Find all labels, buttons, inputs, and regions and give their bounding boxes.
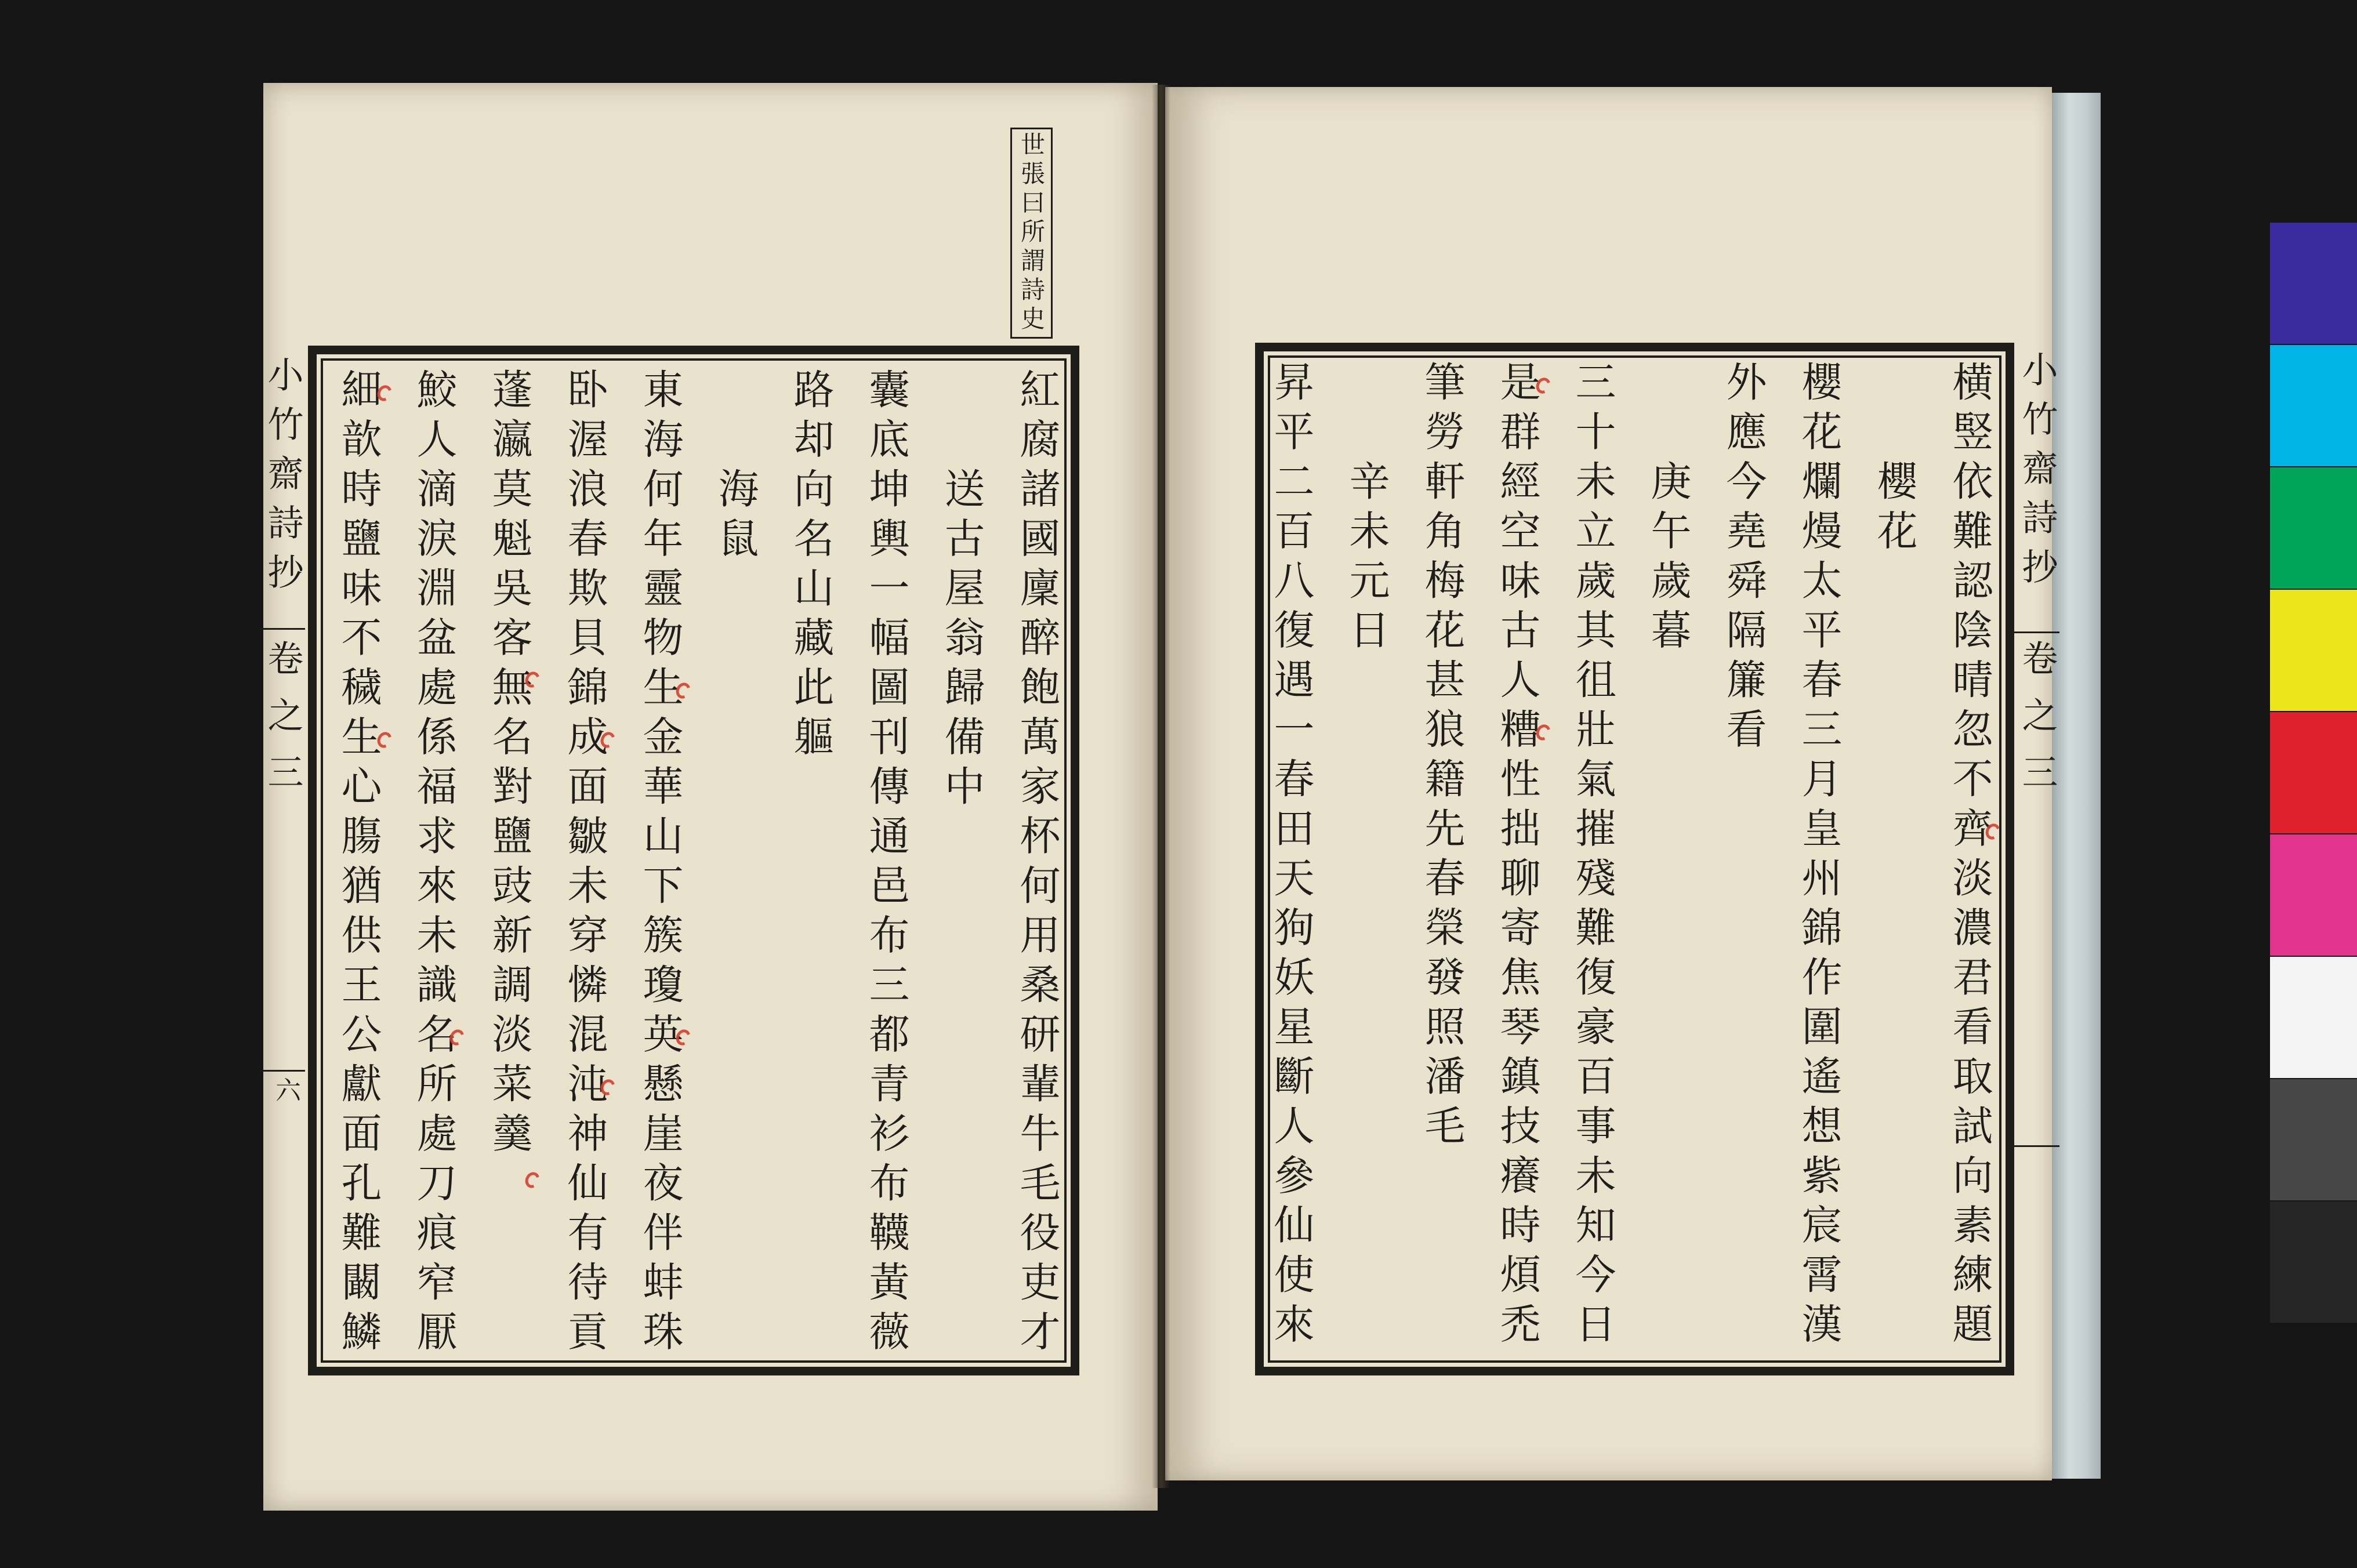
color-patch <box>2270 345 2357 466</box>
text-column: 櫻花爛熳太平春三月皇州錦作圍遙想紫宸霄漢 <box>1795 361 1843 1352</box>
fold-divider <box>2014 1145 2059 1147</box>
fold-divider <box>2014 631 2059 633</box>
poem-title: 庚午歲暮 <box>1644 460 1692 658</box>
book-gutter <box>1152 85 1170 1488</box>
right-page <box>1165 87 2058 1480</box>
color-patch <box>2270 1079 2357 1200</box>
poem-title: 海鼠 <box>712 467 759 567</box>
text-column: 是群經空味古人糟性拙聊寄焦琴鎮技癢時煩禿 <box>1493 361 1541 1352</box>
fold-volume: 卷之三 <box>2016 640 2058 810</box>
fold-label <box>260 83 305 1511</box>
text-column: 昇平二百八復遇一春田天狗妖星斷人參仙使來 <box>1267 361 1315 1352</box>
text-column: 細歆時鹽味不穢生心膓猶供王公獻面孔難闞鱗 <box>335 368 382 1360</box>
text-column: 路却向名山藏此軀 <box>787 368 835 765</box>
fold-book-title: 小竹齋詩抄 <box>262 356 304 602</box>
text-column: 東海何年靈物生金華山下簇瓊英懸崖夜伴蚌珠 <box>636 368 684 1360</box>
left-page <box>263 83 1158 1511</box>
marginal-note: 世張曰所謂詩史 <box>1010 128 1053 339</box>
color-patch <box>2270 590 2357 711</box>
color-patch <box>2270 834 2357 956</box>
text-column: 筆勞軒角梅花甚狼籍先春榮發照潘毛 <box>1418 361 1466 1154</box>
text-column: 紅腐諸國廩醉飽萬家杯何用桑研輩牛毛役吏才 <box>1013 368 1061 1360</box>
fold-divider <box>260 628 305 630</box>
text-column: 囊底坤輿一幅圖刊傳通邑布三都青衫布韈黃薇 <box>862 368 910 1360</box>
color-patch <box>2270 467 2357 589</box>
page-number: 六 <box>271 1077 300 1102</box>
fold-divider <box>260 1070 305 1072</box>
text-column: 外應今堯舜隔簾看 <box>1720 361 1767 757</box>
text-columns <box>321 368 1075 1377</box>
color-patch <box>2270 223 2357 344</box>
fold-label <box>2014 87 2059 1480</box>
color-patch <box>2270 1202 2357 1323</box>
text-column: 横竪依難認陰晴忽不齊淡濃君看取試向素練題 <box>1946 361 1993 1352</box>
fold-book-title: 小竹齋詩抄 <box>2016 351 2058 597</box>
color-patch <box>2270 712 2357 833</box>
poem-title: 辛未元日 <box>1343 460 1390 658</box>
poem-title: 櫻花 <box>1870 460 1918 559</box>
text-column: 三十未立歲其徂壯氣摧殘難復豪百事未知今日 <box>1569 361 1616 1352</box>
text-column: 卧渥浪春欺貝錦成面皺未穿憐混沌神仙有待貢 <box>561 368 608 1360</box>
text-column: 鮫人滴淚淵盆處係福求來未識名所處刀痕窄厭 <box>410 368 458 1360</box>
text-column: 蓬瀛莫魁吳客無名對鹽豉新調淡菜羹 <box>485 368 533 1162</box>
poem-title: 送古屋翁歸備中 <box>938 467 985 815</box>
color-patch <box>2270 957 2357 1078</box>
fold-volume: 卷之三 <box>262 640 304 810</box>
color-calibration-strip <box>2270 223 2357 1324</box>
text-columns <box>1253 361 2007 1370</box>
